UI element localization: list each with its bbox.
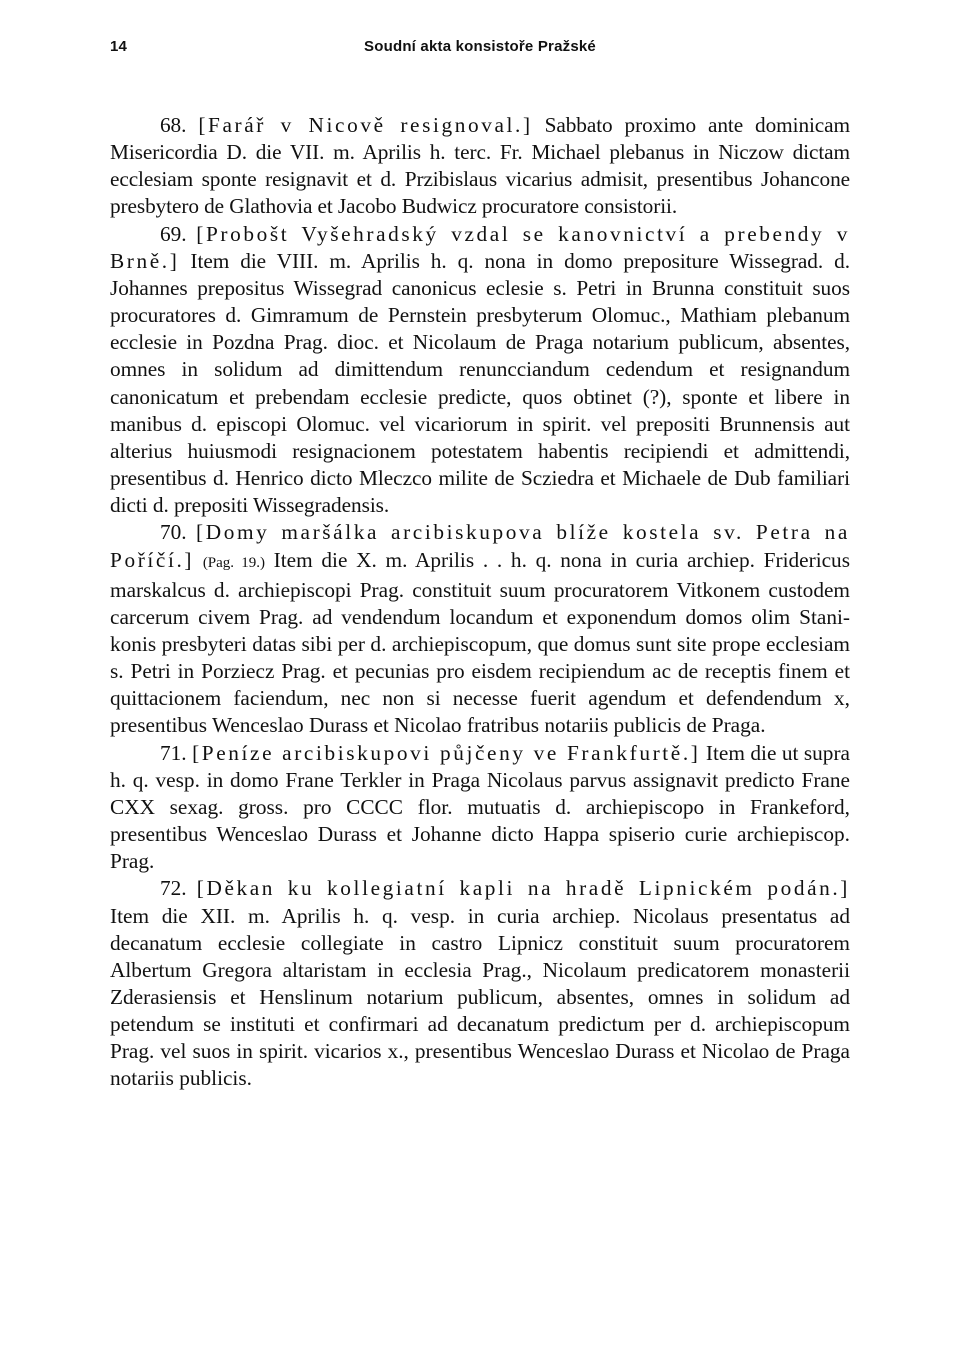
entry-number: 69.	[160, 221, 187, 246]
entry-68	[110, 112, 850, 221]
entry-number: 68.	[160, 113, 187, 137]
entry-70	[110, 519, 850, 739]
entry-text: Item die X. m. Aprilis . . h. q. nona in curia archiep. Fridericus marskalcus d. archiepiscopi Prag. constituit suum procuratorem Vitkonem custodem carcerum civem Prag. ad vendendum locandum et exponendum domos olim Stanikonis presbyteri datas sibi per d. archiepiscopum, que domus sunt site prope ecclesiam s. Petri in Porziecz Prag. et pecunias pro eisdem recipiendum ac de receptis finem et quittacionem faciendum, nec non si necesse fuerit agendum et defendendum x, presentibus Wenceslao Durass et Nicolao fratribus notariis publicis de Praga.	[110, 547, 850, 738]
entry-number: 71.	[160, 740, 187, 765]
entry-text: Item die ut supra h. q. vesp. in domo Frane Terkler in Praga Nicolaus parvus assignavit predicto Frane CXX sexag. gross. pro CCCC flor. mutuatis d. archiepiscopo in Frankeford, presentibus Wenceslao Durass et Johanne dicto Happa spiserio curie archiepiscop. Prag.	[110, 740, 850, 874]
entry-number: 70.	[160, 520, 187, 545]
entry-69	[110, 221, 850, 520]
entry-heading: [Probošt Vyšehradský vzdal se kanovnictví a prebendy v Brně.]	[110, 221, 851, 273]
entry-text: Sabbato proximo ante dominicam Misericordia D. die VII. m. Aprilis h. terc. Fr. Michael plebanus in Niczow dictam ecclesiam sponte resignavit et d. Przibislaus vicarius admisit, presentibus Johancone presbytero de Glathovia et Jacobo Budwicz procuratore consistorii.	[110, 113, 850, 219]
entry-heading: [Domy maršálka arcibiskupova blíže kostela sv. Petra na Poříčí.]	[110, 520, 850, 572]
page-number: 14	[110, 38, 128, 55]
entry-heading: [Farář v Nicově resignoval.]	[198, 113, 533, 137]
entry-71	[110, 740, 850, 876]
entry-heading: [Peníze arcibiskupovi půjčeny ve Frankfurtě.]	[192, 740, 701, 765]
page-reference: (Pag. 19.)	[202, 554, 265, 571]
entry-number: 72.	[160, 876, 187, 901]
entry-text: Item die VIII. m. Aprilis h. q. nona in domo prepositure Wissegrad. d. Johannes prepositus Wissegrad canonicus eclesie s. Petri in Brunna constituit suos procuratores d. Gimramum de Pernstein presbyterum Olomuc., Mathiam plebanum ecclesie in Pozdna Prag. dioc. et Nicolaum de Praga notarium publicum, absentes, omnes in solidum ad dimittendum renuncciandum cedendum et resignandum canonicatum et prebendam ecclesie predicte, quos obtinet (?), sponte et libere in manibus d. episcopi Olomuc. vel vicariorum in spirit. vel prepositi Brunnensis aut alterius huiusmodi resignacionem potestatem habentis recipiendi et admittendi, presentibus d. Henrico dicto Mleczco milite de Scziedra et Michaele de Dub familiari dicti d. prepositi Wissegradensis.	[110, 248, 850, 518]
entry-text: Item die XII. m. Aprilis h. q. vesp. in curia archiep. Nicolaus presentatus ad decanatum ecclesie collegiate in castro Lipnicz constituit suum procuratorem Albertum Gregora altaristam in ecclesia Prag., Nicolaum predicatorem monasterii Zderasiensis et Henslinum notarium publicum, absentes, omnes in solidum ad petendum se instituti et confirmari ad decanatum predictum per d. archiepiscopum Prag. vel suos in spirit. vicarios x., presentibus Wenceslao Durass et Nicolao de Praga notariis publicis.	[110, 903, 850, 1091]
running-head	[110, 38, 850, 66]
entry-72	[110, 875, 850, 1092]
entry-heading: [Děkan ku kollegiatní kapli na hradě Lipnickém podán.]	[196, 876, 850, 901]
body-text	[110, 112, 850, 1093]
running-title: Soudní akta konsistoře Pražské	[364, 38, 596, 55]
